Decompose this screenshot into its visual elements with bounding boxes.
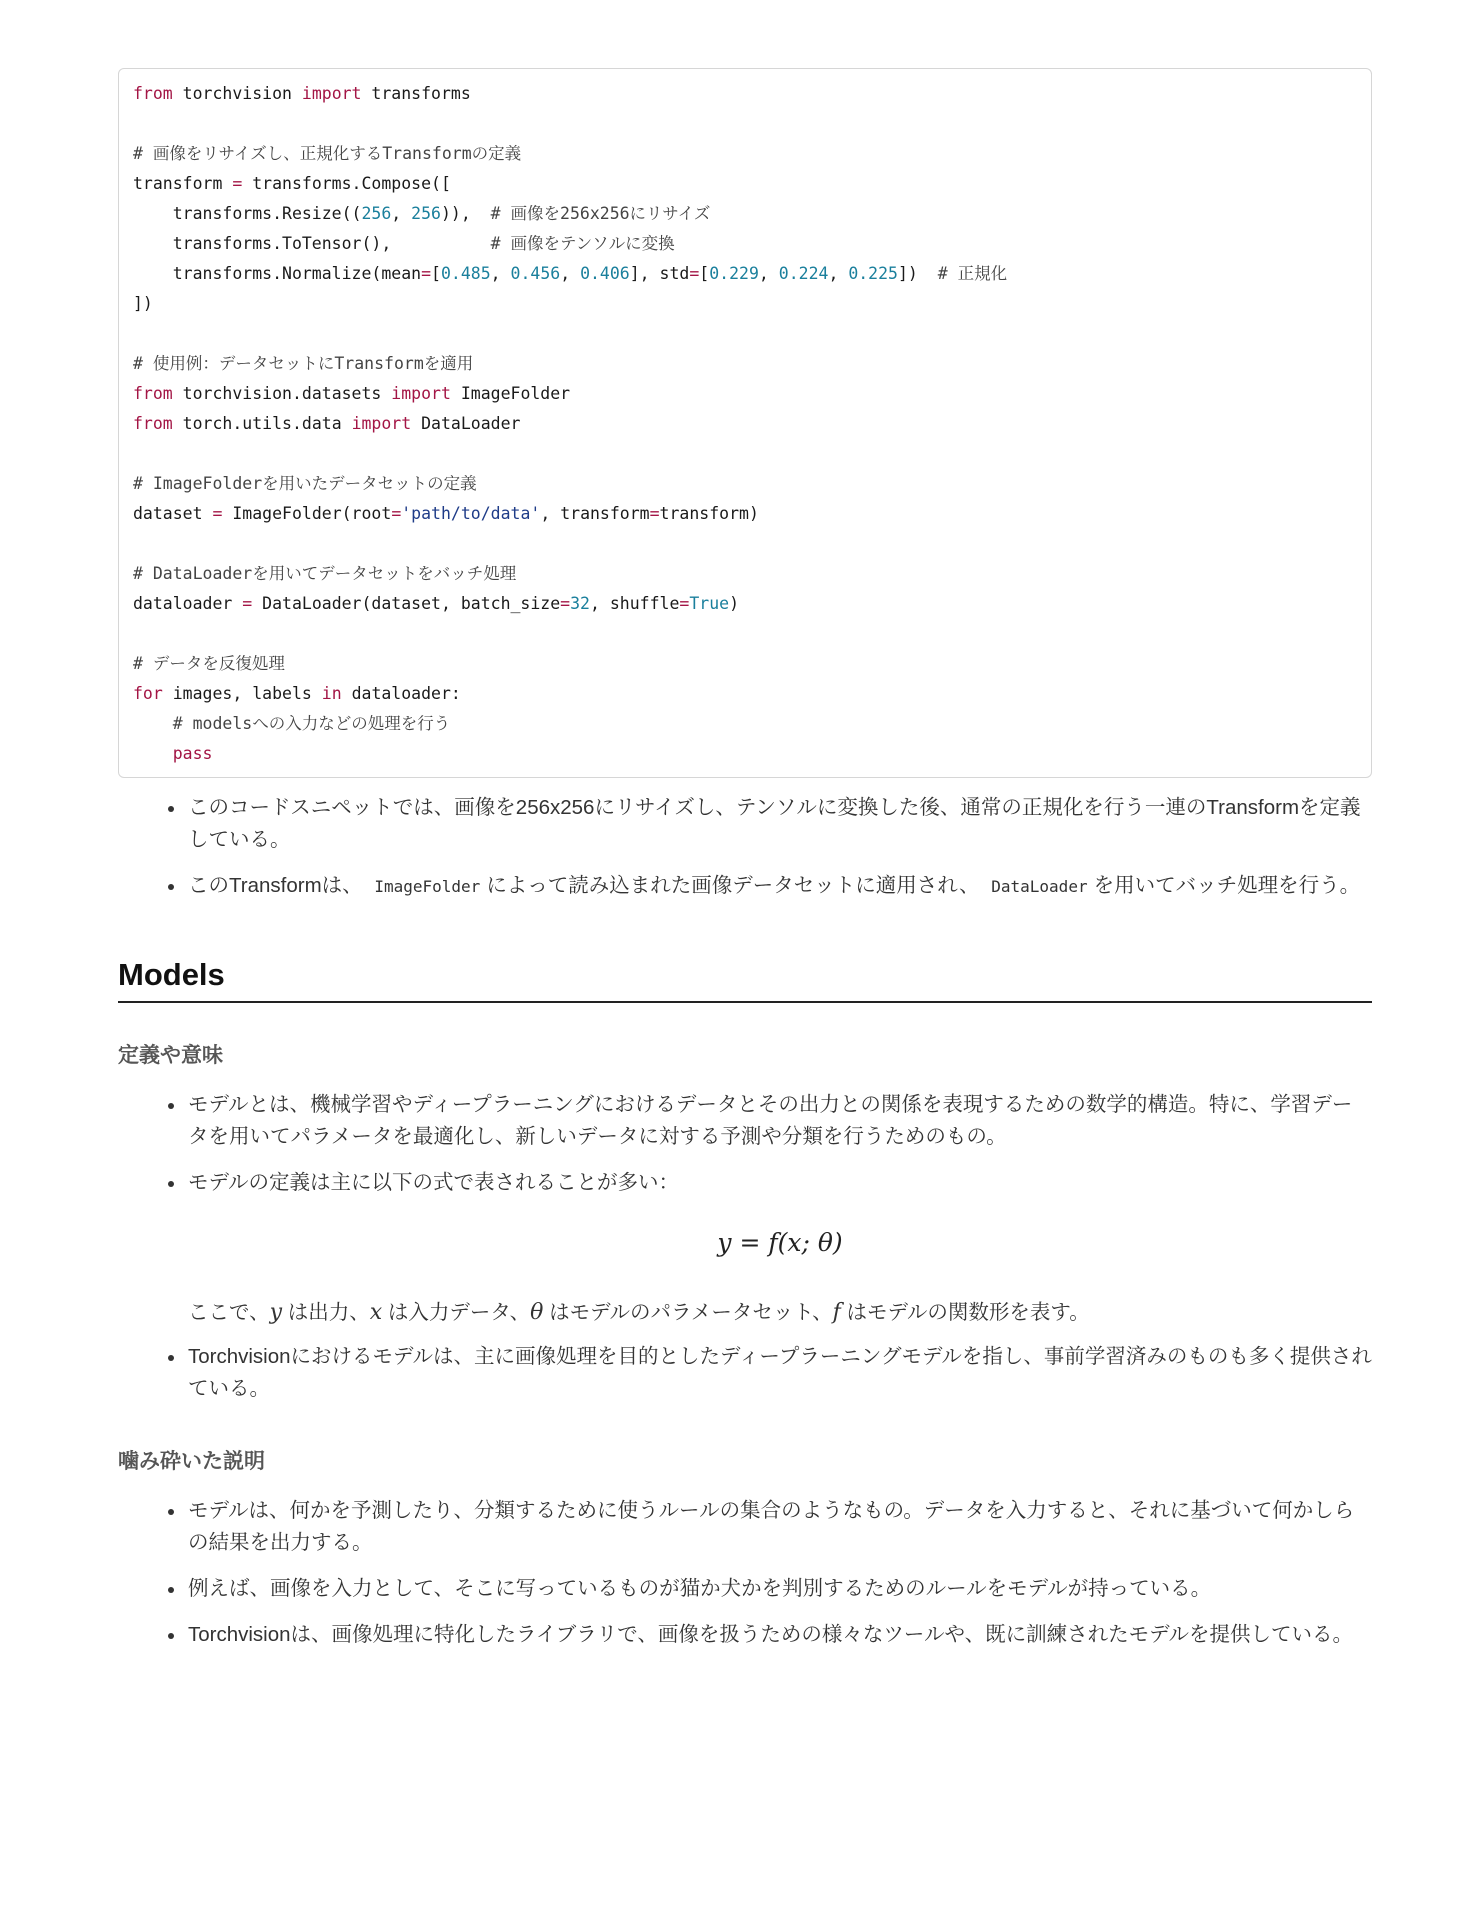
code-token: from (133, 414, 173, 433)
code-line (133, 589, 1357, 619)
code-token: , shuffle (589, 594, 680, 613)
code-token: 256 (411, 204, 441, 223)
code-token: 'path/to/data' (401, 504, 541, 523)
code-token: images, labels (162, 684, 322, 703)
code-token: import (351, 414, 412, 433)
code-line (133, 709, 1357, 739)
code-token: transforms.Resize(( (133, 204, 362, 223)
code-token: DataLoader(dataset, batch_size (252, 594, 561, 613)
simple-explanation-list (118, 1495, 1372, 1651)
list-item (118, 1573, 1372, 1605)
code-token: transforms.Normalize(mean (133, 264, 422, 283)
code-token: torchvision.datasets (172, 384, 392, 403)
variable-y: y (269, 1300, 283, 1325)
code-line (133, 439, 1357, 469)
code-token: 0.224 (778, 264, 829, 283)
formula-explanation (118, 1297, 1372, 1329)
code-token: transforms.Compose([ (242, 174, 451, 193)
code-comment: # 画像を256x256にリサイズ (490, 204, 711, 223)
explanation-text: はモデルのパラメータセット、 (543, 1301, 833, 1324)
note-text: を用いてバッチ処理を行う。 (1093, 874, 1361, 897)
variable-x: x (369, 1300, 383, 1325)
code-line (133, 379, 1357, 409)
code-token: transform) (659, 504, 759, 523)
variable-f: f (832, 1300, 841, 1325)
code-line (133, 409, 1357, 439)
code-token: ImageFolder(root (222, 504, 392, 523)
explanation-text: Torchvisionは、画像処理に特化したライブラリで、画像を扱うための様々なツールや、既に訓練されたモデルを提供している。 (188, 1623, 1354, 1646)
code-token: transforms.ToTensor(), (133, 234, 491, 253)
code-token: DataLoader (411, 414, 521, 433)
note-text: によって読み込まれた画像データセットに適用され、 (486, 874, 980, 897)
code-token: ]) (897, 264, 938, 283)
explanation-text: モデルは、何かを予測したり、分類するために使うルールの集合のようなもの。データを入力すると、それに基づいて何かしらの結果を出力する。 (188, 1499, 1355, 1554)
code-line (133, 109, 1357, 139)
code-token: 0.456 (510, 264, 561, 283)
code-token: torchvision (172, 84, 302, 103)
note-text: このコードスニペットでは、画像を256x256にリサイズし、テンソルに変換した後、通常の正規化を行う一連のTransformを定義している。 (188, 796, 1361, 851)
code-token: , (391, 204, 412, 223)
code-token: , (758, 264, 779, 283)
code-token: 0.406 (580, 264, 630, 283)
code-comment: # 画像をリサイズし、正規化するTransformの定義 (133, 144, 522, 163)
code-token: torch.utils.data (172, 414, 352, 433)
code-line (133, 259, 1357, 289)
code-token: = (649, 504, 660, 523)
code-token: = (232, 174, 243, 193)
subheading-definition: 定義や意味 (118, 1044, 223, 1067)
code-token: dataset (133, 504, 213, 523)
code-comment: # DataLoaderを用いてデータセットをバッチ処理 (133, 564, 517, 583)
code-token: in (321, 684, 342, 703)
list-item (118, 870, 1372, 903)
code-line (133, 199, 1357, 229)
code-line (133, 349, 1357, 379)
code-line (133, 679, 1357, 709)
note-text: このTransformは、 (188, 874, 363, 897)
explanation-text: ここで、 (188, 1301, 270, 1324)
code-token: True (689, 594, 730, 613)
code-token: ], std (629, 264, 690, 283)
code-line (133, 289, 1357, 319)
definition-text: Torchvisionにおけるモデルは、主に画像処理を目的としたディープラーニングモデルを指し、事前学習済みのものも多く提供されている。 (188, 1345, 1372, 1400)
list-item (118, 1167, 1372, 1199)
explanation-text: 例えば、画像を入力として、そこに写っているものが猫か犬かを判別するためのルールをモデルが持っている。 (188, 1577, 1212, 1600)
model-formula: y = f(x; θ) (717, 1228, 843, 1257)
code-token: , transform (540, 504, 650, 523)
list-item (118, 1341, 1372, 1405)
code-token (133, 714, 173, 733)
code-token: 32 (570, 594, 590, 613)
code-line (133, 529, 1357, 559)
code-comment: # 画像をテンソルに変換 (490, 234, 675, 253)
code-line (133, 619, 1357, 649)
definition-text: モデルとは、機械学習やディープラーニングにおけるデータとその出力との関係を表現するための数学的構造。特に、学習データを用いてパラメータを最適化し、新しいデータに対する予測や分類を行うためのもの。 (188, 1093, 1353, 1148)
code-line (133, 559, 1357, 589)
code-notes-list (118, 792, 1372, 903)
code-token: = (689, 264, 700, 283)
code-token: 0.229 (709, 264, 759, 283)
code-token: dataloader: (341, 684, 461, 703)
code-token (133, 744, 173, 763)
subheading-simple-explanation: 噛み砕いた説明 (118, 1450, 265, 1473)
code-token: = (560, 594, 571, 613)
code-line (133, 79, 1357, 109)
code-line (133, 469, 1357, 499)
code-token: )), (440, 204, 491, 223)
code-token: transforms (361, 84, 471, 103)
code-token: 256 (361, 204, 392, 223)
code-comment: # modelsへの入力などの処理を行う (172, 714, 451, 733)
code-token: [ (699, 264, 710, 283)
code-token: = (391, 504, 402, 523)
definition-text: モデルの定義は主に以下の式で表されることが多い： (188, 1171, 679, 1194)
definition-list-continued (118, 1341, 1372, 1405)
explanation-text: は入力データ、 (382, 1301, 531, 1324)
code-token: transform (133, 174, 233, 193)
code-block (118, 68, 1372, 778)
list-item (118, 1089, 1372, 1153)
code-comment: # 使用例：データセットにTransformを適用 (133, 354, 474, 373)
code-token: pass (172, 744, 213, 763)
code-token: ImageFolder (450, 384, 571, 403)
code-token: [ (431, 264, 441, 283)
code-comment: # データを反復処理 (133, 654, 285, 673)
code-token: , (560, 264, 581, 283)
code-token: dataloader (133, 594, 243, 613)
document-page (118, 68, 1372, 1651)
code-line (133, 229, 1357, 259)
code-token: ]) (133, 294, 153, 313)
definition-list (118, 1089, 1372, 1199)
code-token: ) (729, 594, 740, 613)
code-token: from (133, 84, 173, 103)
list-item (118, 1495, 1372, 1559)
code-token: = (421, 264, 432, 283)
code-token: , (828, 264, 849, 283)
code-token: = (212, 504, 223, 523)
explanation-text: はモデルの関数形を表す。 (840, 1301, 1090, 1324)
list-item (118, 1619, 1372, 1651)
code-token: import (301, 84, 362, 103)
code-token: = (679, 594, 690, 613)
code-token: 0.225 (848, 264, 898, 283)
code-token: for (133, 684, 163, 703)
code-token: 0.485 (440, 264, 491, 283)
code-comment: # ImageFolderを用いたデータセットの定義 (133, 474, 477, 493)
code-line (133, 319, 1357, 349)
code-token: = (242, 594, 253, 613)
code-comment: # 正規化 (937, 264, 1008, 283)
code-token: from (133, 384, 173, 403)
inline-code-dataloader: DataLoader (991, 877, 1088, 896)
code-token: import (391, 384, 451, 403)
list-item (118, 792, 1372, 856)
code-line (133, 649, 1357, 679)
explanation-text: は出力、 (282, 1301, 370, 1324)
code-line (133, 739, 1357, 769)
code-line (133, 139, 1357, 169)
section-heading-models: Models (118, 957, 1372, 1003)
code-line (133, 169, 1357, 199)
inline-code-imagefolder: ImageFolder (374, 877, 481, 896)
variable-theta: θ (530, 1300, 544, 1325)
code-token: , (490, 264, 511, 283)
code-line (133, 499, 1357, 529)
